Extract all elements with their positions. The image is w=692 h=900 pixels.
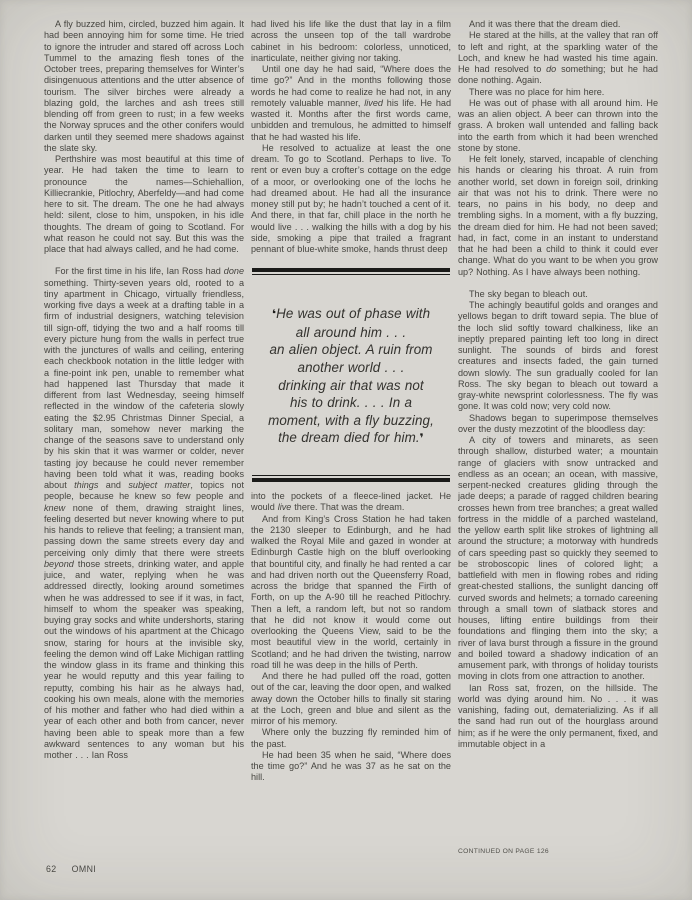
pullquote [252, 268, 450, 482]
column-2-top-text [251, 19, 451, 255]
page-number: 62 [46, 864, 57, 874]
paragraph: The achingly beautiful golds and oranges and yellows began to drift toward sepia. The blue of the loch slid softly toward chalkiness, like an ineptly prepared painting left too long in direct sunlight. The sounds of birds and forest creatures and insects faded, the gain turned down slowly. The sun gradually cooled for Ian Ross. The sky began to bleach out toward a gray-white newsprint colorlessness. The fly was gone. It was cold now; very cold now. [458, 300, 658, 412]
paragraph: And it was there that the dream died. [469, 19, 621, 29]
page-footer [46, 864, 96, 874]
pullquote-line: all around him . . . [295, 324, 407, 340]
pullquote-rule-bottom [252, 475, 450, 482]
paragraph: Shadows began to superimpose themselves over the dusty mezzotint of the bloodless day: [458, 412, 658, 434]
rule-thick-line [252, 478, 450, 482]
paragraph: He resolved to actualize at least the one dream. To go to Scotland. Perhaps to live. To rent or even buy a crofter’s cottage on the edge of a moor, or overlooking one of the lochs he had dreamed about. He had all the insurance money still put by; he hadn’t touched a cent of it. And there, in that far, chill place in the north he would live . . . walking the hills with a dog by his side, smoking a pipe that trailed a fragrant pennant of blue-white smoke, hands thrust deep [251, 142, 451, 254]
paragraph: Until one day he had said, “Where does the time go?” And in the months following those words he had come to realize he had not, in any remotely valuable manner, lived his life. He had wasted it. Months after the first words came, unbidden and tremulous, he admitted to himself that he had wasted his life. [251, 64, 451, 142]
pullquote-line: the dream died for him.❜ [278, 430, 424, 446]
pullquote-line: ❛He was out of phase with [271, 306, 431, 322]
paragraph: He felt lonely, starved, incapable of clenching his hands or clearing his throat. A ruin from another world, set down in foreign soil, drinking air that was not his to drink. There were no tears, no pains in his body, no deep and trembling sighs. In a moment, with a fly buzzing, the dream died for him. He had not been saved; had, in fact, come in an instant to understand that he had been a child to think it could ever change. What do you want to be when you grow up? Nothing. As I have always been nothing. [458, 154, 658, 277]
paragraph: He stared at the hills, at the valley that ran off to left and right, at the sparkling water of the Loch, and knew he had wasted his time again. He had resolved to do something; but he had done nothing. Again. [458, 30, 658, 86]
paragraph: And there he had pulled off the road, gotten out of the car, leaving the door open, and walked away down the October hills to finally sit staring at the Loch, green and blue and silent as the mirror of his memory. [251, 671, 451, 726]
paragraph: Where only the buzzing fly reminded him of the past. [251, 727, 451, 749]
pullquote-line: an alien object. A ruin from [269, 342, 433, 358]
paragraph: He had been 35 when he said, “Where does the time go?” And he was 37 as he sat on the hill. [251, 749, 451, 783]
column-3 [458, 19, 658, 851]
paragraph: For the first time in his life, Ian Ross had done something. Thirty-seven years old, rooted to a tiny apartment in Chicago, virtually friendless, working five days a week at a drafting table in a firm of industrial designers, watching television till sign-off, tidying the two and a half rooms till every picture hung from the walls in perfect true with the junctures of walls and ceiling, entering each checkbook notation in the little ledger with a fine-point ink pen, unable to remember what had happened last Thursday that made it different from last Wednesday, seeing himself reflected in the window of the cafeteria slowly eating the $2.95 Christmas Dinner Special, a solitary man, somehow never marking the change of the seasons save to understand only by his skin that it was warmer or colder, never tasting joy because he could never remember having been told what it was, reading books about things and subject matter, topics not people, because he knew so few people and knew none of them, drawing straight lines, feeling deserted but never knowing where to put his hands to relieve that feeling; a transient man, passing down the same streets every day and perceiving only dimly that there were streets beyond those streets, drinking water, and apple juice, and water, replying when he was addressed directly, looking around sometimes when he was addressed to see if it was, in fact, himself to whom the speaker was speaking, buying gray socks and white undershorts, staring out the windows of his apartment at the Chicago snow, staring for hours at the invisible sky, feeling the demon wind off Lake Michigan rattling the window glass in its frame and thinking this year he would reputty and this year failing to reputty, combing his hair as he always had, cooking his own meals, alone with the memories of his mother and father who had died within a year of each other and both from cancer, never having been able to speak more than a few awkward sentences to any woman but his mother . . . Ian Ross [44, 266, 244, 760]
paragraph: had lived his life like the dust that lay in a film across the unseen top of the tall wardrobe cabinet in his bedroom: colorless, unnoticed, inarticulate, neither giving nor taking. [251, 19, 451, 63]
continued-on-page-note: CONTINUED ON PAGE 126 [458, 848, 549, 855]
paragraph: He was out of phase with all around him. He was an alien object. A beer can thrown into the grass. A broken wall untended and falling back into the earth from which it had been wrenched stone by stone. [458, 97, 658, 153]
close-quote-icon: ❜ [419, 431, 424, 446]
paragraph: A city of towers and minarets, as seen through shallow, disturbed water; a mountain range of glaciers with snow untracked and endless as an ocean; an ocean, with massive, serpent-necked creatures gliding through the jade deeps; a parade of ragged children bearing crosses hewn from tree branches; a great walled fortress in the middle of a parched wasteland, the yellow earth split like strokes of lightning all around the structure; a motorway with hundreds of cars speeding past so quickly they seemed to be stroboscopic lines of colored light; a battlefield with men in flowing robes and riding great-chested stallions, the sunlight dancing off curved swords and helmets; a tornado careening through a small town of slatback stores and houses, lifting entire buildings from their foundations and flinging them into the sky; a river of lava burst through a fissure in the ground and boiled toward a shadowy indication of an amusement park, with throngs of holiday tourists moving in clots from one attraction to another. [458, 435, 658, 682]
paragraph: Ian Ross sat, frozen, on the hillside. The world was dying around him. No . . . it was vanishing, fading out, dematerializing. As if all the sand had run out of the hourglass around him; as if he were the only permanent, fixed, and immutable object in a [458, 682, 658, 749]
column-1 [44, 19, 244, 851]
paragraph: The sky began to bleach out. [469, 288, 588, 299]
pullquote-rule-top [252, 268, 450, 275]
pullquote-text [252, 275, 450, 475]
paragraph: into the pockets of a fleece-lined jacket. He would live there. That was the dream. [251, 491, 451, 513]
pullquote-line: another world . . . [297, 360, 405, 376]
paragraph: A fly buzzed him, circled, buzzed him again. It had been annoying him for some time. He tried to ignore the intruder and stared off across Loch Tummel to the amazing flesh tones of the October trees, preparing themselves for Winter’s disingenuous attentions and the utter absence of tourism. The silver birches were already a blazing gold, the larches and ash trees still blending off from green to rust; in a few weeks the Norway spruces and the other conifers would darken until they seemed mere shadows against the slate sky. [44, 19, 244, 153]
pullquote-line: moment, with a fly buzzing, [268, 412, 434, 428]
pullquote-line: his to drink. . . . In a [289, 395, 413, 411]
paragraph: Perthshire was most beautiful at this time of year. He had taken the time to learn to pronounce the names—Schiehallion, Killiecrankie, Pitlochry, Aberfeldy—and had come here to sit. The dream. The one he had always held: silent, close to him, unspoken, in his idle thoughts. The dream of going to Scotland. For what reason he could not say. But this was the place that had always called, and he had come. [44, 154, 244, 254]
open-quote-icon: ❛ [271, 307, 277, 322]
column-2 [251, 19, 451, 851]
column-2-bottom-text [251, 491, 451, 784]
paragraph: And from King’s Cross Station he had taken the 2130 sleeper to Edinburgh, and he had walked the Royal Mile and gazed in wonder at Edinburgh Castle high on the bluff overlooking that bountiful city, and finally he had rented a car and had driven north out the Queensferry Road, across the bridge that spanned the Firth of Forth, on up the A-90 till he reached Pitlochry. Then a left, a random left, but not so random that he did not know it would come out overlooking the Queens View, said to be the most beautiful view in the world, certainly in Scotland; and he had driven the twisting, narrow road till he was deep in the hills of Perth. [251, 513, 451, 670]
pullquote-line: drinking air that was not [278, 377, 424, 393]
magazine-name: OMNI [71, 864, 97, 874]
paragraph: There was no place for him here. [469, 86, 605, 97]
